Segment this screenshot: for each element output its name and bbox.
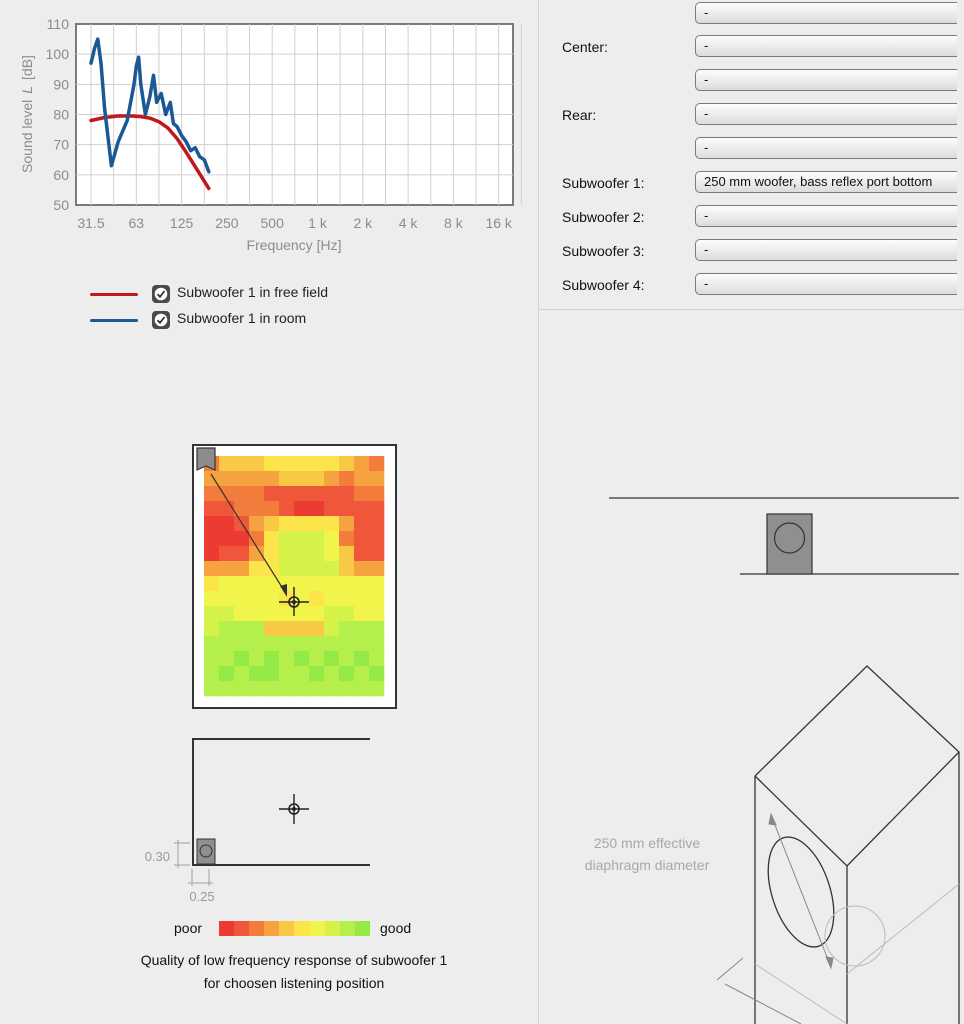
heatmap-cells (204, 456, 384, 696)
scale-swatch (340, 921, 355, 936)
quality-caption-line2: for choosen listening position (203, 975, 385, 991)
heatmap-cell (219, 456, 234, 471)
heatmap-cell (339, 666, 354, 681)
select-rear-2[interactable]: - (695, 137, 957, 159)
heatmap-cell (294, 576, 309, 591)
heatmap-cell (279, 636, 294, 651)
heatmap-cell (324, 681, 339, 696)
heatmap-cell (369, 666, 384, 681)
heatmap-cell (234, 561, 249, 576)
heatmap-cell (249, 501, 264, 516)
label-rear: Rear: (562, 107, 597, 123)
scale-swatch (219, 921, 234, 936)
heatmap-cell (309, 561, 324, 576)
label-center: Center: (562, 39, 608, 55)
heatmap-cell (339, 546, 354, 561)
heatmap-cell (234, 666, 249, 681)
heatmap-cell (294, 666, 309, 681)
heatmap-cell (369, 621, 384, 636)
heatmap-cell (264, 636, 279, 651)
heatmap-cell (234, 531, 249, 546)
subwoofer-front-view (539, 490, 964, 580)
scale-swatch (310, 921, 325, 936)
heatmap-cell (369, 546, 384, 561)
x-tick-label: 63 (128, 215, 145, 231)
heatmap-cell (204, 606, 219, 621)
heatmap-cell (369, 591, 384, 606)
heatmap-cell (354, 621, 369, 636)
heatmap-cell (294, 516, 309, 531)
x-tick-label: 125 (169, 215, 194, 231)
scale-label-poor: poor (174, 920, 203, 936)
x-tick-label: 1 k (308, 215, 327, 231)
heatmap-cell (219, 516, 234, 531)
heatmap-cell (324, 456, 339, 471)
scale-label-good: good (380, 920, 412, 936)
heatmap-cell (294, 501, 309, 516)
legend-line-blue (90, 319, 138, 322)
x-tick-label: 4 k (398, 215, 418, 231)
heatmap-cell (204, 636, 219, 651)
heatmap-cell (204, 621, 219, 636)
y-tick-label: 80 (53, 106, 69, 123)
label-subwoofer-4: Subwoofer 4: (562, 277, 645, 293)
heatmap-cell (219, 576, 234, 591)
heatmap-cell (369, 471, 384, 486)
heatmap-cell (219, 681, 234, 696)
heatmap-cell (369, 606, 384, 621)
heatmap-cell (354, 591, 369, 606)
heatmap-cell (354, 681, 369, 696)
heatmap-cell (324, 606, 339, 621)
label-subwoofer-3: Subwoofer 3: (562, 243, 645, 259)
section-divider (539, 309, 964, 310)
heatmap-cell (219, 636, 234, 651)
heatmap-cell (339, 531, 354, 546)
heatmap-cell (294, 636, 309, 651)
heatmap-cell (354, 531, 369, 546)
heatmap-cell (369, 576, 384, 591)
heatmap-cell (339, 576, 354, 591)
diaphragm-note-line2: diaphragm diameter (584, 857, 710, 873)
heatmap-cell (354, 486, 369, 501)
diaphragm-note-line1: 250 mm effective (593, 835, 701, 851)
scale-swatch (279, 921, 294, 936)
quality-caption-line1: Quality of low frequency response of subwoofer 1 (140, 952, 448, 968)
y-tick-label: 110 (46, 16, 69, 32)
subwoofer-isometric-drawing (539, 654, 964, 1024)
y-tick-label: 70 (53, 136, 69, 153)
heatmap-cell (204, 576, 219, 591)
heatmap-cell (354, 456, 369, 471)
heatmap-cell (309, 576, 324, 591)
heatmap-cell (249, 591, 264, 606)
heatmap-cell (264, 471, 279, 486)
heatmap-cell (264, 531, 279, 546)
heatmap-cell (279, 501, 294, 516)
frequency-response-chart (0, 0, 538, 262)
heatmap-cell (339, 636, 354, 651)
x-tick-label: 2 k (353, 215, 373, 231)
heatmap-cell (369, 651, 384, 666)
heatmap-cell (234, 591, 249, 606)
heatmap-cell (249, 576, 264, 591)
legend-label-room: Subwoofer 1 in room (177, 310, 307, 326)
heatmap-cell (294, 651, 309, 666)
heatmap-cell (279, 531, 294, 546)
right-panel (539, 0, 964, 1024)
heatmap-cell (369, 486, 384, 501)
heatmap-cell (249, 546, 264, 561)
heatmap-cell (294, 456, 309, 471)
heatmap-cell (279, 606, 294, 621)
heatmap-cell (309, 651, 324, 666)
heatmap-cell (369, 456, 384, 471)
label-subwoofer-2: Subwoofer 2: (562, 209, 645, 225)
heatmap-cell (219, 501, 234, 516)
x-tick-labels (77, 215, 513, 231)
heatmap-cell (204, 516, 219, 531)
heatmap-cell (264, 606, 279, 621)
legend-label-free-field: Subwoofer 1 in free field (177, 284, 328, 300)
x-tick-label: 250 (215, 215, 239, 231)
scale-swatch (264, 921, 279, 936)
heatmap-cell (234, 636, 249, 651)
heatmap-cell (309, 681, 324, 696)
heatmap-cell (264, 486, 279, 501)
heatmap-cell (324, 591, 339, 606)
heatmap-cell (234, 651, 249, 666)
heatmap-cell (309, 471, 324, 486)
select-subwoofer-2[interactable]: - (695, 205, 957, 227)
heatmap-cell (339, 501, 354, 516)
heatmap-cell (249, 621, 264, 636)
heatmap-cell (354, 471, 369, 486)
heatmap-cell (369, 561, 384, 576)
heatmap-cell (354, 576, 369, 591)
heatmap-cell (339, 486, 354, 501)
heatmap-cell (219, 666, 234, 681)
heatmap-cell (339, 516, 354, 531)
select-subwoofer-3[interactable]: - (695, 239, 957, 261)
y-tick-label: 60 (53, 166, 69, 183)
scale-swatch (355, 921, 370, 936)
heatmap-cell (354, 606, 369, 621)
heatmap-cell (279, 456, 294, 471)
heatmap-cell (294, 531, 309, 546)
heatmap-cell (204, 501, 219, 516)
heatmap-cell (204, 546, 219, 561)
heatmap-cell (219, 531, 234, 546)
heatmap-cell (294, 561, 309, 576)
heatmap-cell (234, 471, 249, 486)
heatmap-cell (279, 471, 294, 486)
heatmap-cell (309, 531, 324, 546)
quality-scale-bar (219, 921, 370, 936)
heatmap-cell (204, 486, 219, 501)
heatmap-cell (324, 471, 339, 486)
subwoofer-front-icon (767, 514, 812, 574)
select-front-2[interactable]: - (695, 2, 957, 24)
heatmap-cell (264, 651, 279, 666)
heatmap-cell (294, 486, 309, 501)
heatmap-cell (249, 666, 264, 681)
subwoofer-marker-icon[interactable] (197, 839, 215, 864)
heatmap-cell (234, 486, 249, 501)
room-top-view[interactable] (130, 730, 370, 905)
heatmap-cell (339, 591, 354, 606)
heatmap-cell (354, 516, 369, 531)
heatmap-cell (279, 621, 294, 636)
heatmap-cell (369, 531, 384, 546)
heatmap-cell (354, 501, 369, 516)
label-subwoofer-1: Subwoofer 1: (562, 175, 645, 191)
heatmap-cell (219, 471, 234, 486)
heatmap-cell (354, 561, 369, 576)
chart-grid (76, 24, 521, 205)
heatmap-cell (309, 666, 324, 681)
heatmap-cell (324, 636, 339, 651)
heatmap-cell (279, 486, 294, 501)
heatmap-cell (309, 621, 324, 636)
heatmap-cell (339, 606, 354, 621)
heatmap-cell (234, 456, 249, 471)
heatmap-cell (369, 501, 384, 516)
room-heatmap[interactable] (188, 440, 408, 718)
heatmap-cell (219, 606, 234, 621)
heatmap-cell (294, 606, 309, 621)
heatmap-cell (264, 546, 279, 561)
heatmap-cell (279, 681, 294, 696)
heatmap-cell (279, 666, 294, 681)
select-rear[interactable]: - (695, 103, 957, 125)
heatmap-cell (249, 456, 264, 471)
heatmap-cell (324, 546, 339, 561)
heatmap-cell (204, 591, 219, 606)
heatmap-cell (354, 651, 369, 666)
heatmap-cell (279, 561, 294, 576)
y-axis-label: Sound levelL[dB] (19, 55, 35, 173)
heatmap-cell (204, 681, 219, 696)
heatmap-cell (264, 456, 279, 471)
heatmap-cell (324, 576, 339, 591)
heatmap-cell (219, 546, 234, 561)
y-tick-label: 100 (45, 46, 69, 63)
width-dimension-label: 0.25 (189, 889, 215, 904)
heatmap-cell (309, 486, 324, 501)
heatmap-cell (339, 621, 354, 636)
y-tick-label: 50 (53, 197, 69, 213)
heatmap-cell (264, 591, 279, 606)
heatmap-cell (309, 516, 324, 531)
check-icon (154, 313, 168, 327)
heatmap-cell (234, 681, 249, 696)
heatmap-cell (309, 501, 324, 516)
heatmap-cell (279, 651, 294, 666)
x-tick-label: 31.5 (77, 215, 105, 231)
heatmap-cell (324, 666, 339, 681)
heatmap-cell (324, 516, 339, 531)
scale-swatch (249, 921, 264, 936)
room-checkbox[interactable] (152, 311, 170, 329)
heatmap-cell (234, 546, 249, 561)
heatmap-cell (249, 606, 264, 621)
y-tick-labels (46, 16, 70, 213)
heatmap-cell (324, 651, 339, 666)
heatmap-cell (234, 621, 249, 636)
heatmap-cell (249, 471, 264, 486)
heatmap-cell (369, 516, 384, 531)
heatmap-cell (264, 621, 279, 636)
heatmap-cell (249, 516, 264, 531)
select-subwoofer-4[interactable]: - (695, 273, 957, 295)
heatmap-cell (339, 561, 354, 576)
x-tick-label: 8 k (444, 215, 463, 231)
heatmap-cell (354, 546, 369, 561)
heatmap-cell (294, 591, 309, 606)
heatmap-cell (204, 561, 219, 576)
select-center-2[interactable]: - (695, 69, 957, 91)
heatmap-cell (264, 666, 279, 681)
heatmap-cell (294, 471, 309, 486)
legend-line-red (90, 293, 138, 296)
heatmap-cell (369, 636, 384, 651)
heatmap-cell (369, 681, 384, 696)
heatmap-cell (204, 666, 219, 681)
heatmap-cell (309, 591, 324, 606)
heatmap-cell (249, 651, 264, 666)
heatmap-cell (324, 486, 339, 501)
heatmap-cell (204, 651, 219, 666)
free-field-checkbox[interactable] (152, 285, 170, 303)
x-tick-label: 500 (260, 215, 284, 231)
heatmap-cell (324, 501, 339, 516)
y-tick-label: 90 (53, 76, 69, 93)
heatmap-cell (249, 486, 264, 501)
heatmap-cell (264, 681, 279, 696)
heatmap-cell (279, 516, 294, 531)
heatmap-cell (204, 531, 219, 546)
scale-swatch (294, 921, 309, 936)
heatmap-cell (249, 561, 264, 576)
heatmap-cell (309, 456, 324, 471)
heatmap-cell (234, 606, 249, 621)
heatmap-cell (264, 501, 279, 516)
heatmap-cell (219, 651, 234, 666)
heatmap-cell (339, 456, 354, 471)
heatmap-cell (249, 681, 264, 696)
heatmap-cell (339, 651, 354, 666)
select-center[interactable]: - (695, 35, 957, 57)
heatmap-cell (264, 516, 279, 531)
heatmap-cell (309, 606, 324, 621)
heatmap-cell (279, 546, 294, 561)
heatmap-cell (219, 591, 234, 606)
heatmap-cell (294, 546, 309, 561)
heatmap-cell (219, 621, 234, 636)
heatmap-cell (324, 561, 339, 576)
check-icon (154, 287, 168, 301)
heatmap-cell (324, 621, 339, 636)
heatmap-cell (309, 636, 324, 651)
x-axis-label: Frequency [Hz] (246, 237, 342, 253)
heatmap-cell (354, 666, 369, 681)
heatmap-cell (339, 471, 354, 486)
heatmap-cell (294, 681, 309, 696)
x-tick-label: 16 k (485, 215, 512, 231)
heatmap-cell (219, 561, 234, 576)
depth-dimension-label: 0.30 (144, 849, 170, 864)
scale-swatch (325, 921, 340, 936)
heatmap-cell (309, 546, 324, 561)
heatmap-cell (324, 531, 339, 546)
heatmap-cell (249, 636, 264, 651)
listening-position-crosshair-icon[interactable] (279, 794, 309, 824)
heatmap-cell (339, 681, 354, 696)
heatmap-cell (234, 576, 249, 591)
scale-swatch (234, 921, 249, 936)
heatmap-cell (354, 636, 369, 651)
select-subwoofer-1[interactable]: 250 mm woofer, bass reflex port bottom (695, 171, 957, 193)
heatmap-cell (294, 621, 309, 636)
